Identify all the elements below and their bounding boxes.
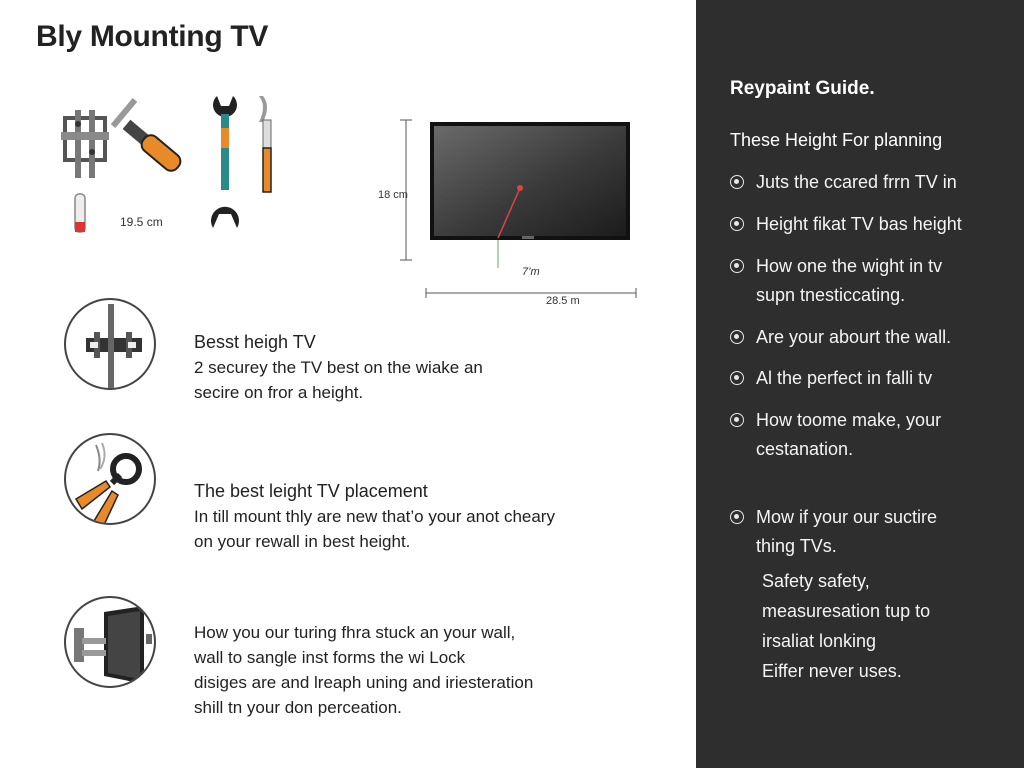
pliers-icon — [259, 96, 271, 192]
tip-item — [730, 406, 1015, 464]
safety-line: measuresation tup to — [762, 601, 931, 621]
bullet-icon — [730, 330, 744, 344]
screwdriver-icon — [111, 98, 184, 174]
tip-item — [730, 210, 1015, 239]
tv-center-label: 7’m — [522, 266, 540, 278]
tip-line: Juts the ccared frrn TV in — [756, 172, 957, 192]
tv-screen-icon — [370, 110, 650, 310]
step-heading: The best leight TV placement — [194, 481, 428, 501]
tools-illustration — [55, 88, 295, 238]
tip-item — [730, 168, 1015, 197]
step-description — [194, 620, 624, 720]
tools-dimension-label: 19.5 cm — [120, 215, 163, 229]
tv-height-label: 18 cm — [378, 189, 408, 201]
bullet-icon — [730, 175, 744, 189]
step-line: shill tn your don perceation. — [194, 698, 402, 717]
tip-line: supn tnesticcating. — [756, 285, 906, 305]
panel-subtitle: These Height For planning — [730, 130, 943, 150]
page-title: Bly Mounting TV — [36, 20, 269, 53]
wall-bracket-icon — [64, 298, 156, 390]
guide-panel — [696, 0, 1024, 768]
step-line: disiges are and lreaph uning and iriesteration — [194, 673, 534, 692]
step-description — [194, 479, 624, 554]
tip-line: Mow if your our suctire — [756, 507, 938, 527]
tip-item — [730, 503, 1015, 561]
tv-dimension-diagram — [370, 110, 650, 310]
bullet-icon — [730, 259, 744, 273]
tip-item — [730, 364, 1015, 393]
wrench-icon — [211, 96, 239, 228]
safety-line: Eiffer never uses. — [762, 661, 902, 681]
bracket-icon — [61, 110, 109, 178]
safety-note — [762, 566, 1012, 686]
safety-line: Safety safety, — [762, 571, 870, 591]
step-line: 2 securey the TV best on the wiake an — [194, 358, 483, 377]
step-line: on your rewall in best height. — [194, 532, 411, 551]
tip-line: Are your abourt the wall. — [756, 327, 952, 347]
step-line: In till mount thly are new that’o your anot cheary — [194, 507, 555, 526]
step-line: wall to sangle inst forms the wi Lock — [194, 648, 466, 667]
tip-line: Al the perfect in falli tv — [756, 368, 933, 388]
panel-title: Reypaint Guide. — [730, 78, 875, 99]
step-heading: Besst heigh TV — [194, 332, 316, 352]
tv-width-label: 28.5 m — [546, 295, 580, 307]
mounted-tv-icon — [64, 596, 156, 688]
tip-line: How toome make, your — [756, 410, 942, 430]
tools-icon — [55, 88, 295, 238]
bullet-icon — [730, 217, 744, 231]
tip-line: Height fikat TV bas height — [756, 214, 962, 234]
bullet-icon — [730, 510, 744, 524]
tip-line: thing TVs. — [756, 536, 837, 556]
safety-line: irsaliat lonking — [762, 631, 877, 651]
step-line: How you our turing fhra stuck an your wall, — [194, 623, 516, 642]
tip-line: How one the wight in tv — [756, 256, 943, 276]
wire-cutter-icon — [64, 433, 156, 525]
tip-item — [730, 252, 1015, 310]
tip-line: cestanation. — [756, 439, 854, 459]
bullet-icon — [730, 413, 744, 427]
tip-item — [730, 323, 1015, 352]
step-description — [194, 330, 624, 405]
bullet-icon — [730, 371, 744, 385]
step-line: secire on fror a height. — [194, 383, 364, 402]
